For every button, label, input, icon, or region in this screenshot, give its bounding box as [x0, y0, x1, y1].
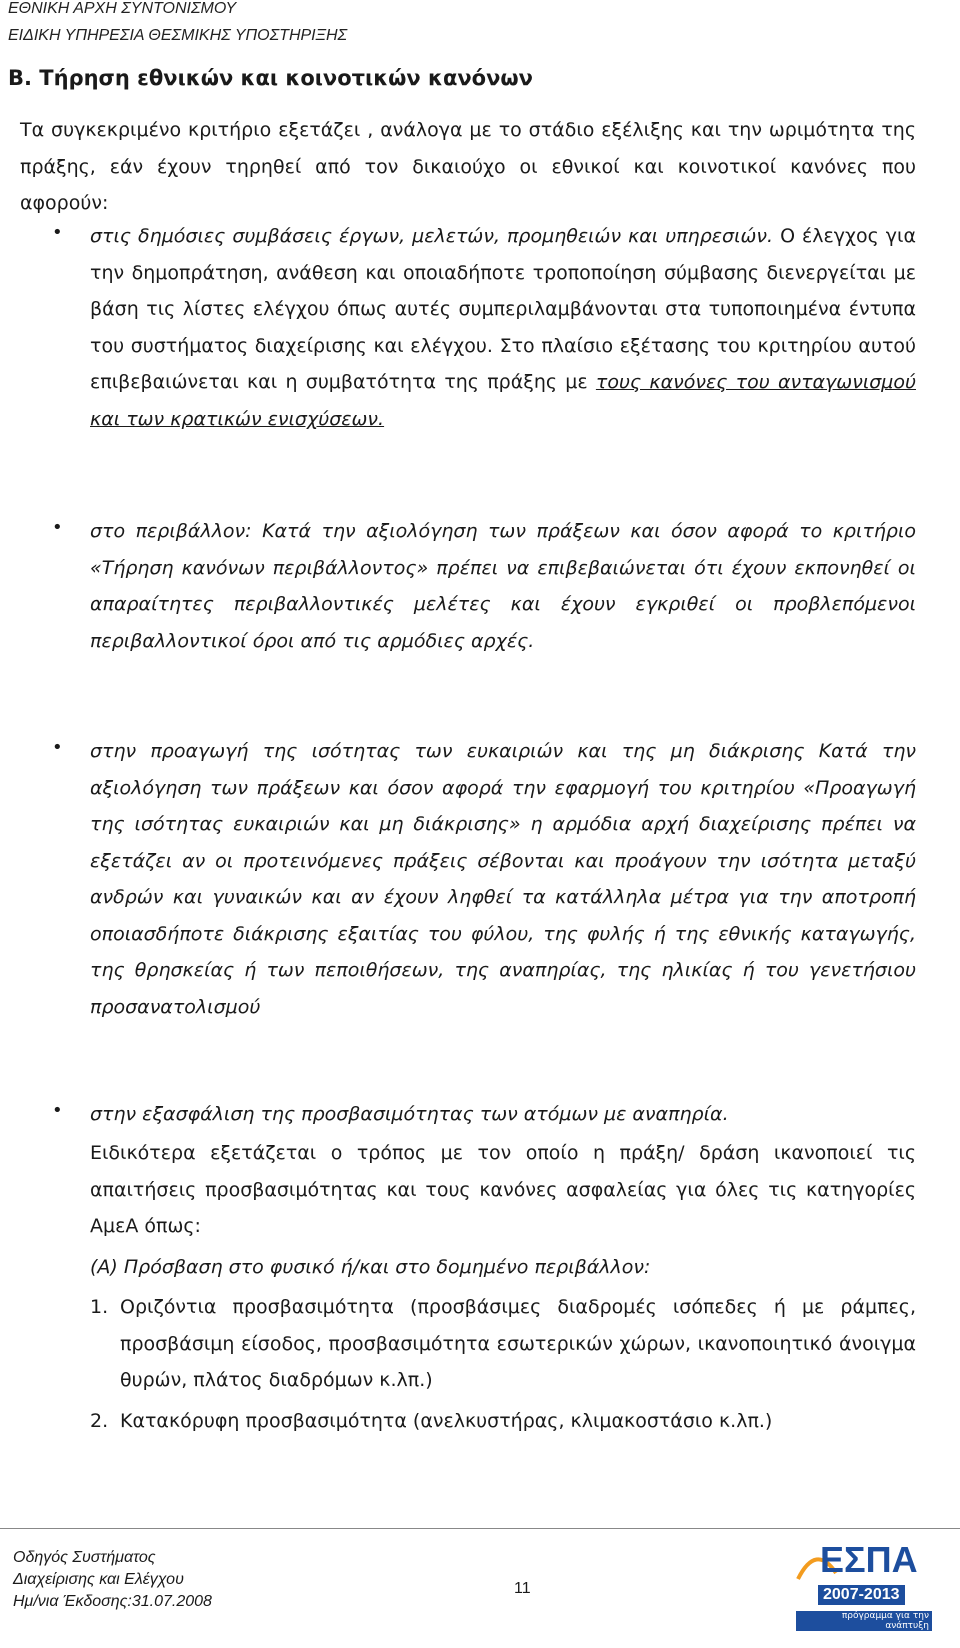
bullet-environment: στο περιβάλλον: Κατά την αξιολόγηση των πράξεων και όσον αφορά το κριτήριο «Τήρηση κανόνων περιβάλλοντος» πρέπει να επιβεβαιώνεται ότι έχουν εκπονηθεί οι απαραίτητες περιβαλλοντικές μελέτες και έχουν εγκριθεί οι προβλεπόμενοι περιβαλλοντικοί όροι από τις αρμόδιες αρχές. [90, 520, 916, 652]
competition-rules-link[interactable]: τους κανόνες του ανταγωνισμού και των κρατικών ενισχύσεων. [90, 371, 916, 430]
accessibility-body: Ειδικότερα εξετάζεται ο τρόπος με τον οποίο η πράξη/ δράση ικανοποιεί τις απαιτήσεις προσβασιμότητας και τους κανόνες ασφαλείας για όλες τις κατηγορίες ΑμεΑ όπως: [90, 1142, 916, 1237]
accessibility-subheading: (Α) Πρόσβαση στο φυσικό ή/και στο δομημένο περιβάλλον: [90, 1256, 651, 1278]
header-service: ΕΙΔΙΚΗ ΥΠΗΡΕΣΙΑ ΘΕΣΜΙΚΗΣ ΥΠΟΣΤΗΡΙΞΗΣ [8, 27, 348, 44]
list-item-text: Οριζόντια προσβασιμότητα (προσβάσιμες διαδρομές ισόπεδες ή με ράμπες, προσβάσιμη είσοδος, προσβασιμότητα εσωτερικών χώρων, ικανοποιητικό άνοιγμα θυρών, πλάτος διαδρόμων κ.λπ.) [120, 1296, 916, 1391]
bullet-public-contracts [90, 218, 916, 437]
bullet-accessibility-lead: στην εξασφάλιση της προσβασιμότητας των ατόμων με αναπηρία. [90, 1103, 729, 1125]
section-title: Β. Τήρηση εθνικών και κοινοτικών κανόνων [8, 66, 533, 90]
footer-divider [0, 1528, 960, 1529]
header-authority: ΕΘΝΙΚΗ ΑΡΧΗ ΣΥΝΤΟΝΙΣΜΟΥ [8, 0, 237, 17]
footer-issue-date: Ημ/νια Έκδοσης:31.07.2008 [13, 1593, 212, 1610]
espa-logo-text: ΕΣΠΑ [820, 1539, 918, 1580]
espa-years: 2007-2013 [818, 1585, 905, 1605]
bullet-body: Ο έλεγχος για την δημοπράτηση, ανάθεση και οποιαδήποτε τροποποίηση σύμβασης διενεργείται με βάση τις λίστες ελέγχου όπως αυτές συμπεριλαμβάνονται στα τυποποιημένα έντυπα του συστήματος διαχείρισης και ελέγχου. Στο πλαίσιο εξέτασης του κριτηρίου αυτού επιβεβαιώνεται και η συμβατότητα της πράξης με [90, 225, 916, 393]
list-item [90, 1289, 916, 1399]
list-item [90, 1403, 916, 1440]
bullet-equality: στην προαγωγή της ισότητας των ευκαιριών και της μη διάκρισης Κατά την αξιολόγηση των πράξεων και όσον αφορά την εφαρμογή του κριτηρίου «Προαγωγή της ισότητας ευκαιριών και μη διάκρισης» η αρμόδια αρχή διαχείρισης πρέπει να εξετάζει αν οι προτεινόμενες πράξεις σέβονται και προάγουν την ισότητα μεταξύ ανδρών και γυναικών και αν έχουν ληφθεί τα κατάλληλα μέτρα για την αποτροπή οποιασδήποτε διάκρισης εξαιτίας του φύλου, της φυλής ή της εθνικής καταγωγής, της θρησκείας ή των πεποιθήσεων, της αναπηρίας, της ηλικίας ή του γενετήσιου προσανατολισμού [90, 740, 916, 1018]
espa-logo [796, 1539, 932, 1631]
bullet-lead: στις δημόσιες συμβάσεις έργων, μελετών, προμηθειών και υπηρεσιών. [90, 225, 774, 247]
page-number: 11 [514, 1580, 531, 1597]
list-item-number: 2. [90, 1410, 109, 1432]
espa-tagline: πρόγραμμα για την ανάπτυξη [796, 1611, 932, 1631]
bullet-marker: • [52, 737, 63, 758]
bullet-marker: • [52, 1100, 63, 1121]
list-item-number: 1. [90, 1296, 109, 1318]
intro-paragraph: Τα συγκεκριμένο κριτήριο εξετάζει , ανάλογα με το στάδιο εξέλιξης και την ωριμότητα της πράξης, εάν έχουν τηρηθεί από τον δικαιούχο οι εθνικοί και κοινοτικοί κανόνες που αφορούν: [20, 119, 916, 214]
list-item-text: Κατακόρυφη προσβασιμότητα (ανελκυστήρας, κλιμακοστάσιο κ.λπ.) [120, 1410, 773, 1432]
footer-management: Διαχείρισης και Ελέγχου [13, 1571, 184, 1588]
bullet-marker: • [52, 222, 63, 243]
bullet-marker: • [52, 517, 63, 538]
footer-guide: Οδηγός Συστήματος [13, 1549, 156, 1566]
